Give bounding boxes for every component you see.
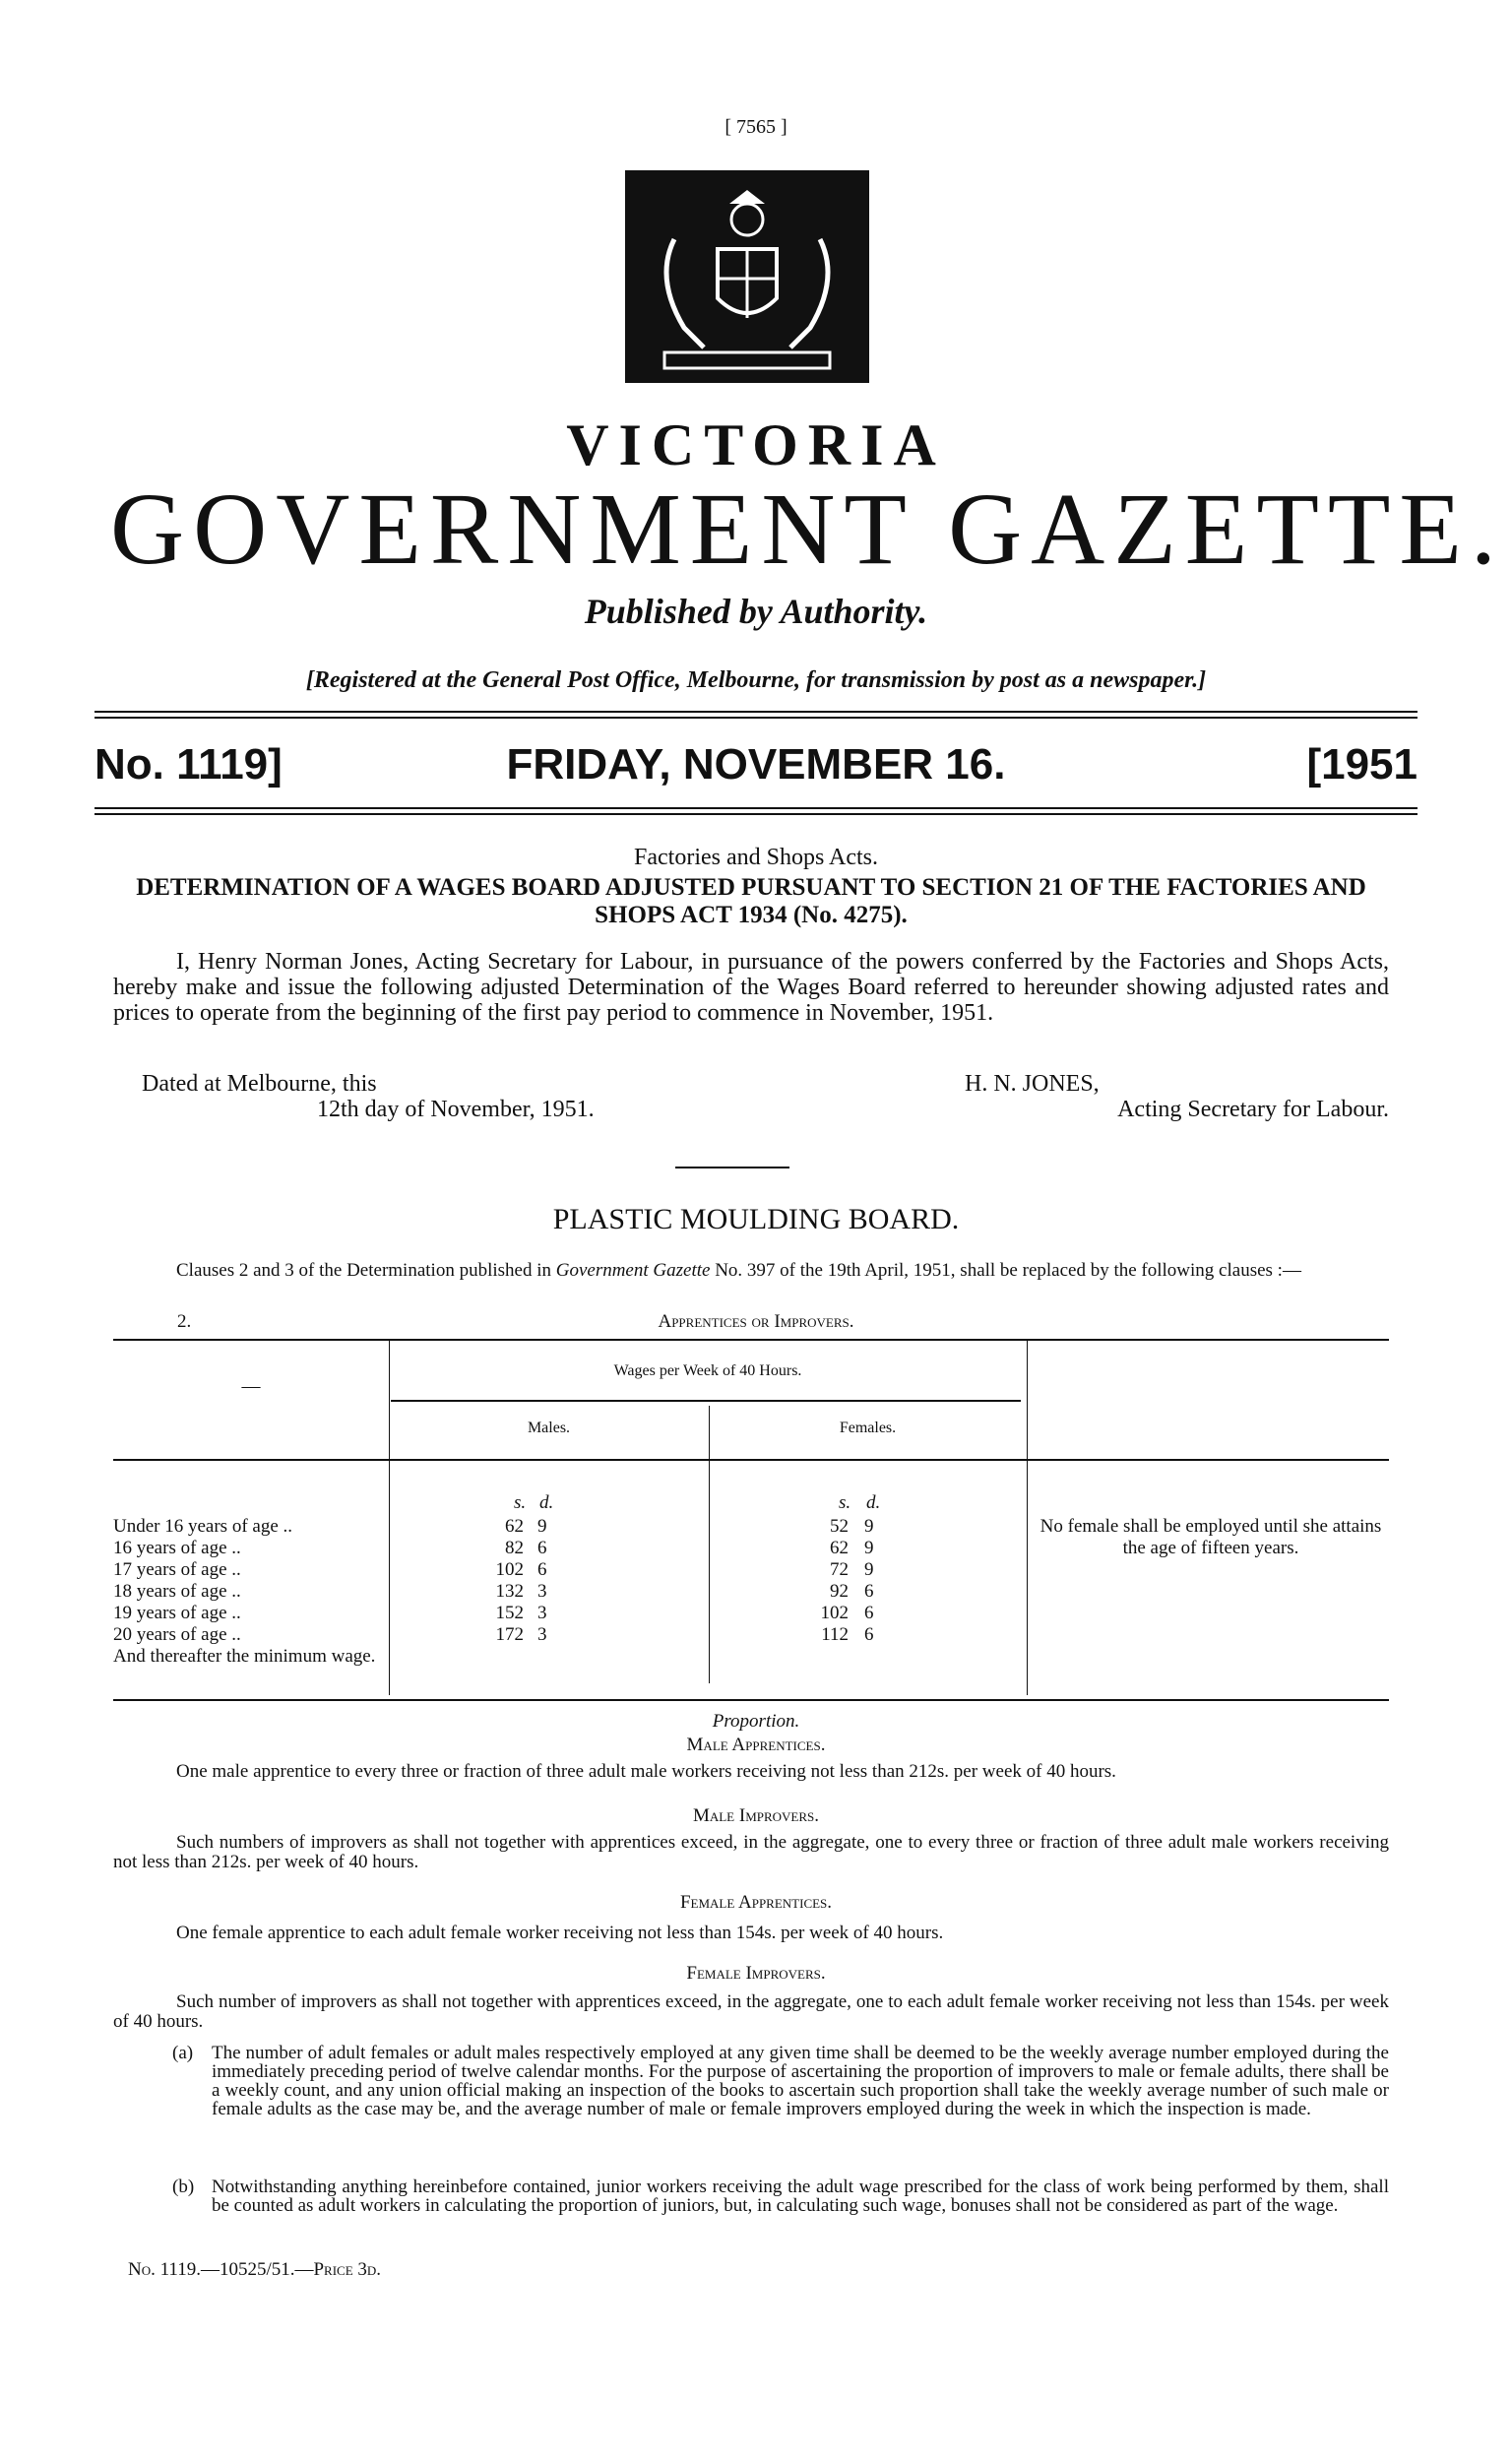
table-note: No female shall be employed until she attains the age of fifteen years. <box>1040 1516 1382 1558</box>
divider <box>675 1167 789 1168</box>
issue-number: No. 1119] <box>94 740 283 789</box>
signatory-title: Acting Secretary for Labour. <box>1117 1097 1389 1122</box>
header-males: Males. <box>527 1420 571 1436</box>
row-label: Under 16 years of age .. <box>113 1516 293 1537</box>
unit-shillings: s. <box>514 1492 527 1513</box>
female-shillings: 62 <box>830 1538 849 1558</box>
divider <box>94 711 1418 713</box>
group-header: Wages per Week of 40 Hours. <box>613 1362 802 1379</box>
male-pence: 3 <box>537 1603 547 1623</box>
issue-line <box>94 740 1418 795</box>
blank-header: — <box>241 1376 261 1397</box>
male-pence: 3 <box>537 1581 547 1602</box>
proportion-item <box>172 2043 1389 2119</box>
proportion-title: Proportion. <box>712 1711 800 1732</box>
female-shillings: 72 <box>830 1559 849 1580</box>
clause-number: 2. <box>177 1311 192 1332</box>
female-pence: 9 <box>864 1538 874 1558</box>
male-shillings: 172 <box>495 1624 524 1645</box>
notice-body: I, Henry Norman Jones, Acting Secretary for Labour, in pursuance of the powers conferred by the Factories and Shops Acts, hereby make and issue the following adjusted Determination of the Wages Board referred to hereunder showing adjusted rates and prices to operate from the beginning of the first pay period to commence in November, 1951. <box>113 949 1389 1026</box>
registration-note: [Registered at the General Post Office, Melbourne, for transmission by post as a newspaper.] <box>305 667 1207 693</box>
male-pence: 6 <box>537 1538 547 1558</box>
state-name: VICTORIA <box>566 412 946 477</box>
row-label: 17 years of age .. <box>113 1559 241 1580</box>
male-pence: 3 <box>537 1624 547 1645</box>
row-label: 19 years of age .. <box>113 1603 241 1623</box>
male-shillings: 152 <box>495 1603 524 1623</box>
issue-year: [1951 <box>1306 740 1418 789</box>
section-text: Such numbers of improvers as shall not together with apprentices exceed, in the aggregate, one to every three or fraction of three adult male workers receiving not less than 212s. per week of 40 hours. <box>113 1832 1389 1872</box>
divider <box>94 813 1418 815</box>
row-label: 16 years of age .. <box>113 1538 241 1558</box>
section-heading: Female Apprentices. <box>679 1892 833 1913</box>
section-text: One female apprentice to each adult female worker receiving not less than 154s. per week of 40 hours. <box>176 1923 944 1943</box>
dated-line: Dated at Melbourne, this <box>142 1071 377 1097</box>
unit-pence: d. <box>539 1492 554 1513</box>
signatory: H. N. JONES, <box>965 1071 1100 1097</box>
authority-line: Published by Authority. <box>584 592 928 631</box>
row-label: 18 years of age .. <box>113 1581 241 1602</box>
row-label: And thereafter the minimum wage. <box>113 1646 376 1667</box>
item-label: (a) <box>172 2043 194 2063</box>
footer-imprint: No. 1119.—10525/51.—Price 3d. <box>128 2259 382 2280</box>
board-intro: Clauses 2 and 3 of the Determination published in Government Gazette No. 397 of the 19th April, 1951, shall be replaced by the following clauses :— <box>176 1260 1301 1281</box>
item-text: The number of adult females or adult males respectively employed at any given time shall be deemed to be the weekly average number employed during the immediately preceding period of twelve calendar months. For the purpose of ascertaining the proportion of improvers to male or female adults, there shall be a weekly count, and any union official making an inspection of the books to ascertain such proportion shall take the weekly average number of such male or female adults as the case may be, and the average number of male or female improvers employed during the week in which the inspection is made. <box>212 2043 1389 2119</box>
section-text: Such number of improvers as shall not together with apprentices exceed, in the aggregate, one to each adult female worker receiving not less than 154s. per week of 40 hours. <box>113 1991 1389 2032</box>
female-pence: 6 <box>864 1603 874 1623</box>
male-shillings: 102 <box>495 1559 524 1580</box>
section-text: One male apprentice to every three or fraction of three adult male workers receiving not less than 212s. per week of 40 hours. <box>176 1761 1116 1782</box>
proportion-item <box>172 2177 1389 2216</box>
gazette-title: GOVERNMENT GAZETTE. <box>110 473 1505 586</box>
dated-date: 12th day of November, 1951. <box>317 1097 595 1122</box>
female-shillings: 102 <box>820 1603 849 1623</box>
divider <box>94 717 1418 719</box>
female-shillings: 52 <box>830 1516 849 1537</box>
row-label: 20 years of age .. <box>113 1624 241 1645</box>
female-shillings: 112 <box>821 1624 849 1645</box>
male-pence: 6 <box>537 1559 547 1580</box>
female-pence: 6 <box>864 1624 874 1645</box>
royal-coat-of-arms-icon <box>625 170 869 383</box>
female-pence: 9 <box>864 1559 874 1580</box>
section-heading: Male Improvers. <box>692 1805 820 1826</box>
male-pence: 9 <box>537 1516 547 1537</box>
board-title: PLASTIC MOULDING BOARD. <box>552 1203 960 1235</box>
header-females: Females. <box>839 1420 897 1436</box>
section-heading: Male Apprentices. <box>686 1735 826 1755</box>
female-pence: 9 <box>864 1516 874 1537</box>
clause-title: Apprentices or Improvers. <box>658 1311 854 1332</box>
item-text: Notwithstanding anything hereinbefore contained, junior workers receiving the adult wage prescribed for the class of work being performed by them, shall be counted as adult workers in calculating the proportion of juniors, but, in calculating such wage, bonuses shall not be considered as part of the wage. <box>212 2177 1389 2216</box>
unit-shillings: s. <box>839 1492 851 1513</box>
unit-pence: d. <box>866 1492 881 1513</box>
female-pence: 6 <box>864 1581 874 1602</box>
acts-title: Factories and Shops Acts. <box>634 845 878 870</box>
issue-date: FRIDAY, NOVEMBER 16. <box>506 740 1006 789</box>
male-shillings: 132 <box>495 1581 524 1602</box>
divider <box>94 807 1418 809</box>
female-shillings: 92 <box>830 1581 849 1602</box>
item-label: (b) <box>172 2177 195 2197</box>
notice-heading: DETERMINATION OF A WAGES BOARD ADJUSTED PURSUANT TO SECTION 21 OF THE FACTORIES AND SHOPS ACT 1934 (No. 4275). <box>136 874 1366 928</box>
male-shillings: 62 <box>505 1516 524 1537</box>
page-number: [ 7565 ] <box>724 116 788 138</box>
male-shillings: 82 <box>505 1538 524 1558</box>
section-heading: Female Improvers. <box>686 1963 826 1984</box>
